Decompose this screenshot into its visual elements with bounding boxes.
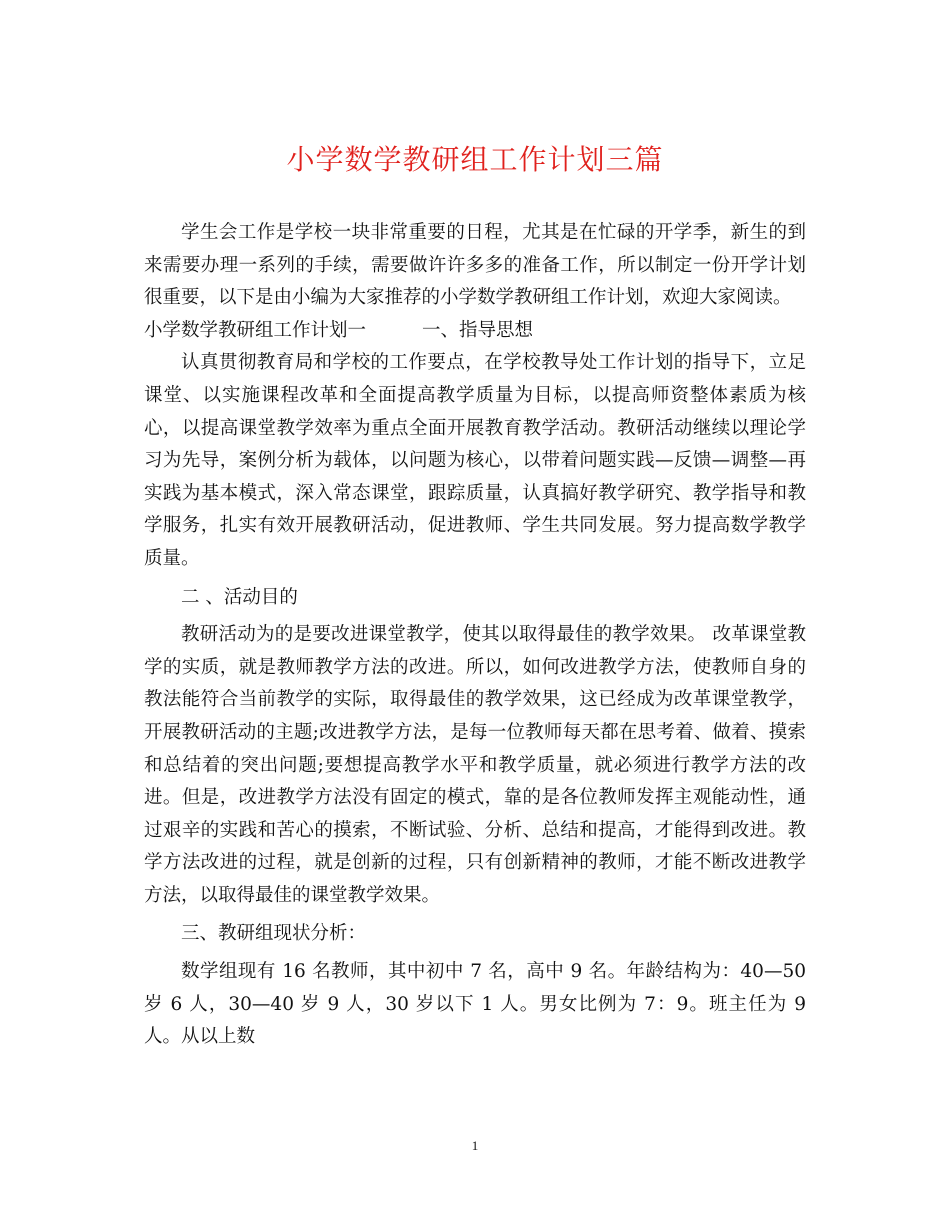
plan-label: 小学数学教研组工作计划一 <box>144 319 367 341</box>
section-2-paragraph: 教研活动为的是要改进课堂教学，使其以取得最佳的教学效果。 改革课堂教学的实质，就是教师教学方法的改进。所以，如何改进教学方法，使教师自身的教法能符合当前教学的实际，取得最佳的教学效果，这已经成为改革课堂教学，开展教研活动的主题;改进教学方法，是每一位教师每天都在思考着、做着、摸索和总结着的突出问题;要想提高教学水平和教学质量，就必须进行教学方法的改进。但是，改进教学方法没有固定的模式，靠的是各位教师发挥主观能动性，通过艰辛的实践和苦心的摸索，不断试验、分析、总结和提高，才能得到改进。教学方法改进的过程，就是创新的过程，只有创新精神的教师，才能不断改进教学方法，以取得最佳的课堂教学效果。 <box>144 624 806 906</box>
intro-paragraph: 学生会工作是学校一块非常重要的日程，尤其是在忙碌的开学季，新生的到来需要办理一系列的手续，需要做许许多多的准备工作，所以制定一份开学计划很重要，以下是由小编为大家推荐的小学数学教研组工作计划，欢迎大家阅读。 <box>144 222 806 309</box>
page-number: 1 <box>471 1138 479 1153</box>
section-3-heading: 三、教研组现状分析： <box>181 923 367 945</box>
document-body <box>144 217 806 1054</box>
section-3-paragraph: 数学组现有 16 名教师，其中初中 7 名，高中 9 名。年龄结构为：40—50 岁 6 人，30—40 岁 9 人，30 岁以下 1 人。男女比例为 7：9。班主任为 9 人。从以上数 <box>144 961 806 1048</box>
plan-heading-line <box>144 315 806 348</box>
document-title: 小学数学教研组工作计划三篇 <box>286 143 664 176</box>
section-1-heading: 一、指导思想 <box>422 319 534 341</box>
section-1-paragraph: 认真贯彻教育局和学校的工作要点，在学校教导处工作计划的指导下，立足课堂、以实施课程改革和全面提高教学质量为目标，以提高师资整体素质为核心，以提高课堂教学效率为重点全面开展教育教学活动。教研活动继续以理论学习为先导，案例分析为载体，以问题为核心，以带着问题实践—反馈—调整—再实践为基本模式，深入常态课堂，跟踪质量，认真搞好教学研究、教学指导和教学服务，扎实有效开展教研活动，促进教师、学生共同发展。努力提高数学教学质量。 <box>144 352 806 569</box>
section-2-heading: 二 、活动目的 <box>181 586 298 608</box>
